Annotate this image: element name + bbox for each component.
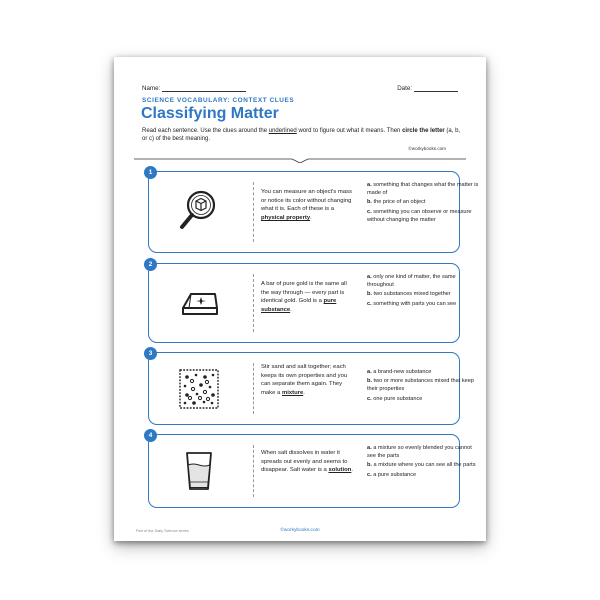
sentence-text: When salt dissolves in water it spreads out evenly and seems to disappear. Salt water is a <box>261 450 348 474</box>
option-b[interactable] <box>367 377 479 393</box>
vocabulary-term: solution <box>328 467 352 474</box>
sentence-text: You can measure an object's mass or notice its color without changing what it is. Each of these is a <box>261 189 352 213</box>
option-a[interactable] <box>367 444 479 460</box>
option-c[interactable] <box>367 471 479 479</box>
instructions-underlined-word: underlined <box>268 128 297 134</box>
option-letter: b. <box>367 378 372 385</box>
page-title: Classifying Matter <box>141 105 279 122</box>
option-letter: b. <box>367 462 372 469</box>
sentence-text: A bar of pure gold is the same all the way through — every part is identical gold. Gold is a <box>261 281 347 305</box>
question-card-1 <box>148 169 479 253</box>
option-letter: a. <box>367 445 372 451</box>
answer-options <box>367 273 479 309</box>
sentence-end: . <box>290 306 292 313</box>
question-sentence <box>261 188 355 222</box>
option-text: a mixture where you can see all the parts <box>373 462 476 469</box>
question-card-3 <box>148 350 474 425</box>
option-text: one pure substance <box>373 395 423 402</box>
option-b[interactable] <box>367 290 479 298</box>
option-text: something with parts you can see <box>373 300 457 307</box>
option-text: something that changes what the matter is made of <box>367 182 479 197</box>
question-number-badge: 2 <box>144 258 157 271</box>
option-a[interactable] <box>367 368 479 376</box>
card-divider-line <box>253 274 254 332</box>
date-label: Date: <box>397 85 412 92</box>
instructions-text <box>142 127 462 144</box>
sentence-end: . <box>310 214 312 221</box>
option-c[interactable] <box>367 395 479 403</box>
option-text: only one kind of matter, the same throughout <box>367 274 456 289</box>
option-a[interactable] <box>367 181 479 197</box>
vocabulary-term: physical property <box>261 214 311 221</box>
gold-bar-icon <box>177 282 221 326</box>
worksheet-page <box>114 57 486 541</box>
option-letter: b. <box>367 291 372 298</box>
card-divider-line <box>253 182 254 242</box>
name-field[interactable] <box>142 85 246 92</box>
instructions-part3: (a, b, or c) of the best meaning. <box>142 128 461 143</box>
option-text: two or more substances mixed that keep their properties <box>367 378 474 393</box>
option-letter: c. <box>367 471 372 478</box>
credit-text: ©workybooks.com <box>408 146 446 151</box>
question-number-badge: 4 <box>144 429 157 442</box>
option-text: the price of an object <box>373 199 426 206</box>
question-card-2 <box>148 263 460 343</box>
question-number-badge: 1 <box>144 166 157 179</box>
option-letter: c. <box>367 395 372 402</box>
question-sentence <box>261 363 355 397</box>
date-field[interactable] <box>397 85 458 92</box>
sentence-end: . <box>351 467 353 474</box>
option-letter: a. <box>367 369 372 375</box>
card-divider-line <box>253 445 254 497</box>
option-text: something you can observe or measure without changing the matter <box>367 208 472 223</box>
question-sentence <box>261 449 355 475</box>
magnifying-glass-cube-icon <box>177 189 221 233</box>
answer-options <box>367 368 479 404</box>
vocabulary-term: pure substance <box>261 298 337 313</box>
instructions-part1: Read each sentence. Use the clues around the <box>142 128 269 134</box>
sentence-end: . <box>303 389 305 396</box>
name-blank-line <box>162 86 246 92</box>
name-label: Name: <box>142 85 161 92</box>
mixture-dots-icon <box>177 367 221 411</box>
answer-options <box>367 181 479 225</box>
sentence-text: Stir sand and salt together; each keeps its own properties and you can separate them again. They make a <box>261 364 348 396</box>
option-text: a brand-new substance <box>373 369 432 375</box>
instructions-part2: word to figure out what it means. Then <box>296 128 403 134</box>
option-c[interactable] <box>367 300 479 308</box>
option-text: a pure substance <box>373 471 417 478</box>
option-b[interactable] <box>367 198 479 206</box>
option-letter: b. <box>367 199 372 206</box>
card-divider-line <box>253 363 254 414</box>
option-letter: c. <box>367 208 372 215</box>
name-date-row <box>142 85 458 95</box>
footer-site-link[interactable]: ©workybooks.com <box>280 528 320 533</box>
option-letter: c. <box>367 300 372 307</box>
option-b[interactable] <box>367 461 479 469</box>
footer-series-note: Part of the Daily Science series <box>136 529 189 533</box>
date-blank-line <box>414 86 458 92</box>
water-glass-icon <box>177 449 221 493</box>
option-text: two substances mixed together <box>373 291 451 298</box>
vocabulary-term: mixture <box>281 389 304 396</box>
answer-options <box>367 444 479 480</box>
section-kicker: SCIENCE VOCABULARY: CONTEXT CLUES <box>142 97 295 104</box>
question-card-4 <box>148 432 476 508</box>
option-a[interactable] <box>367 273 479 289</box>
section-divider <box>134 155 466 163</box>
option-letter: a. <box>367 182 372 188</box>
option-letter: a. <box>367 274 372 280</box>
instructions-bold-phrase: circle the letter <box>402 128 445 134</box>
option-c[interactable] <box>367 208 479 224</box>
option-text: a mixture so evenly blended you cannot see the parts <box>367 445 472 460</box>
question-sentence <box>261 280 355 314</box>
question-number-badge: 3 <box>144 347 157 360</box>
